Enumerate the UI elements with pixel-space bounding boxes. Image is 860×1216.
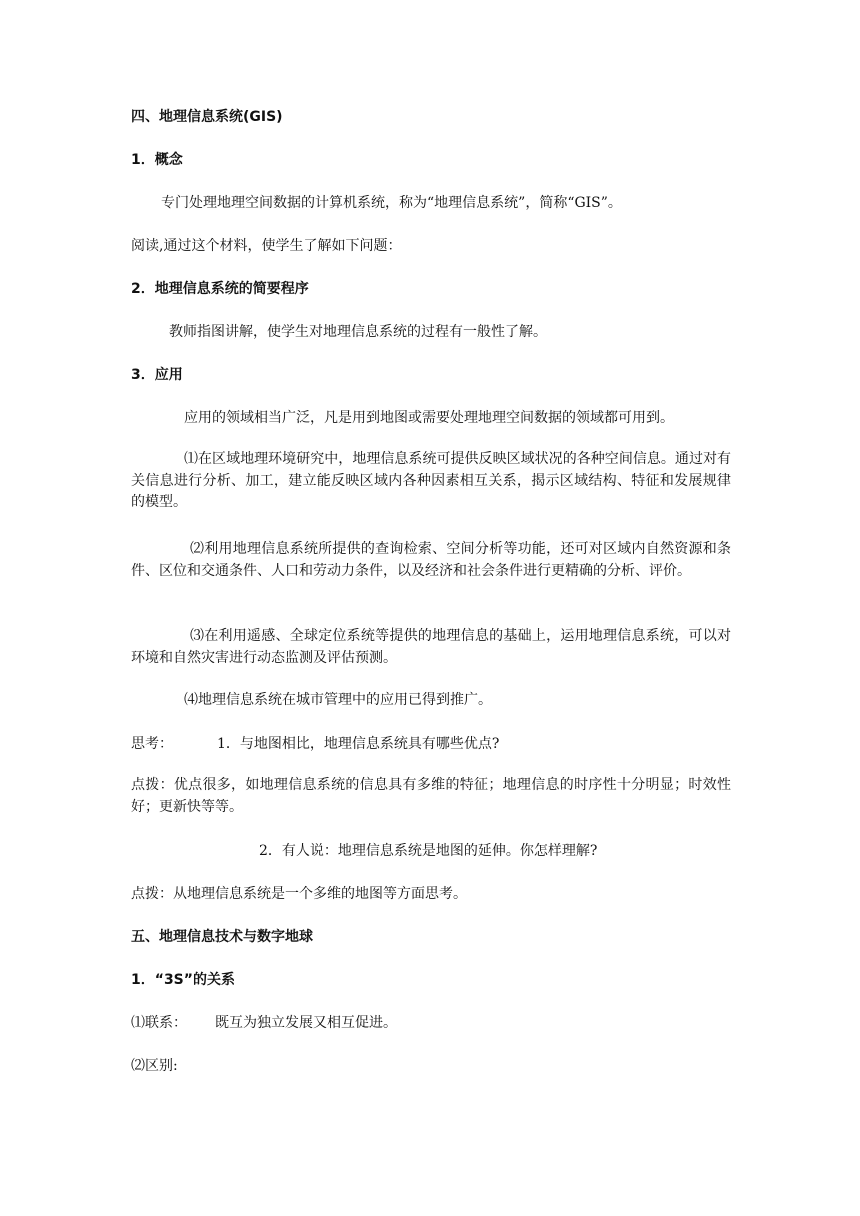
heading-concept: 1．概念 — [131, 152, 183, 168]
heading-gis: 四、地理信息系统(GIS) — [131, 109, 283, 125]
think-question-2: 2．有人说：地理信息系统是地图的延伸。你怎样理解? — [259, 843, 598, 859]
paragraph-apply-2: ⑵利用地理信息系统所提供的查询检索、空间分析等功能，还可对区域内自然资源和条件、区位和交通条件、人口和劳动力条件，以及经济和社会条件进行更精确的分析、评价。 — [131, 541, 731, 579]
hint-2: 点拨：从地理信息系统是一个多维的地图等方面思考。 — [131, 886, 467, 902]
heading-tech: 五、地理信息技术与数字地球 — [131, 929, 313, 945]
heading-program: 2．地理信息系统的简要程序 — [131, 281, 309, 297]
think-label: 思考： — [131, 736, 173, 752]
paragraph-read: 阅读,通过这个材料，使学生了解如下问题： — [131, 238, 402, 254]
link-text: 既互为独立发展又相互促进。 — [215, 1015, 397, 1031]
heading-apply: 3．应用 — [131, 367, 183, 383]
paragraph-apply-1: ⑴在区域地理环境研究中，地理信息系统可提供反映区域状况的各种空间信息。通过对有关信息进行分析、加工，建立能反映区域内各种因素相互关系，揭示区域结构、特征和发展规律的模型。 — [131, 451, 731, 510]
paragraph-program: 教师指图讲解，使学生对地理信息系统的过程有一般性了解。 — [169, 324, 547, 340]
hint-1: 点拨：优点很多，如地理信息系统的信息具有多维的特征；地理信息的时序性十分明显；时效性好；更新快等等。 — [131, 777, 731, 815]
paragraph-apply-3: ⑶在利用遥感、全球定位系统等提供的地理信息的基础上，运用地理信息系统，可以对环境和自然灾害进行动态监测及评估预测。 — [131, 628, 731, 666]
link-label: ⑴联系： — [131, 1015, 187, 1031]
paragraph-concept: 专门处理地理空间数据的计算机系统，称为“地理信息系统”，简称“GIS”。 — [161, 195, 622, 211]
paragraph-apply: 应用的领域相当广泛，凡是用到地图或需要处理地理空间数据的领域都可用到。 — [184, 410, 674, 426]
paragraph-apply-4: ⑷地理信息系统在城市管理中的应用已得到推广。 — [184, 692, 492, 708]
think-question-1: 1．与地图相比，地理信息系统具有哪些优点? — [217, 736, 500, 752]
heading-3s: 1．“3S”的关系 — [131, 972, 235, 988]
diff-label: ⑵区别: — [131, 1058, 178, 1074]
